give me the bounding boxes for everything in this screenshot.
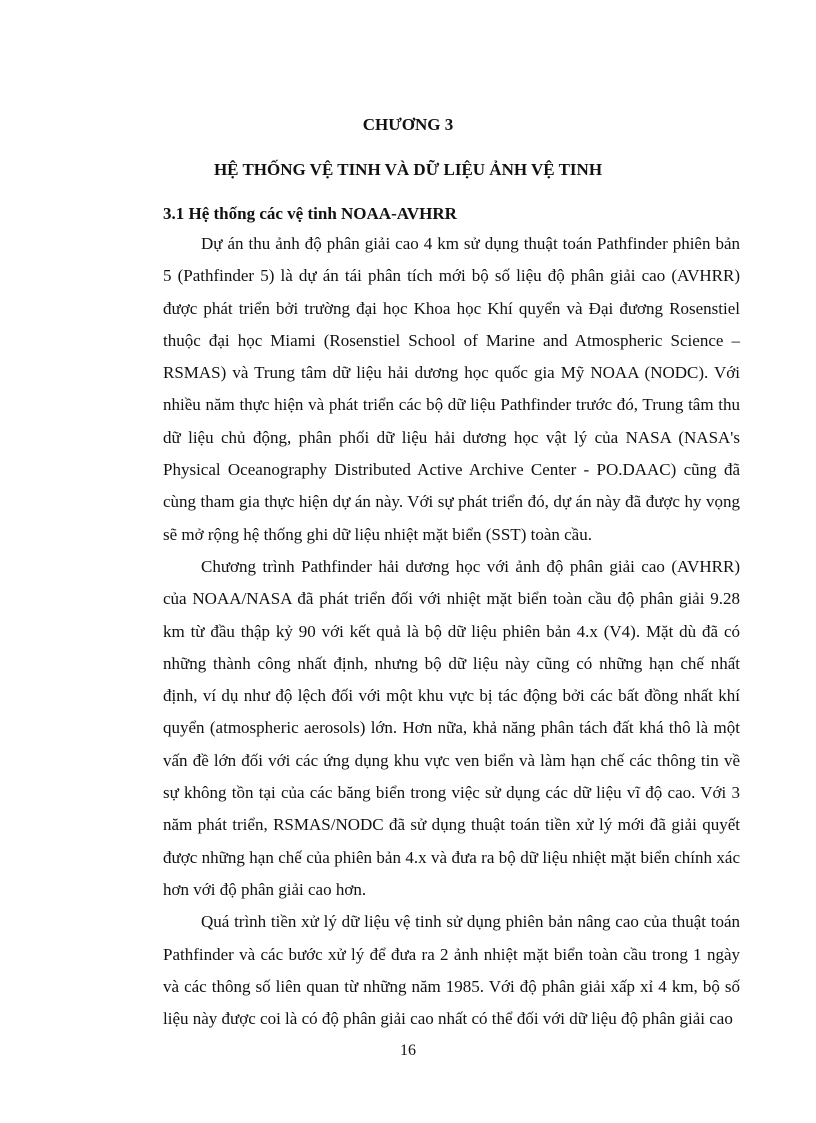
paragraph-3: Quá trình tiền xử lý dữ liệu vệ tinh sử dụng phiên bản nâng cao của thuật toán Pathfinder và các bước xử lý để đưa ra 2 ảnh nhiệt mặt biển toàn cầu trong 1 ngày và các thông số liên quan từ những năm 1985. Với độ phân giải xấp xỉ 4 km, bộ số liệu này được coi là có độ phân giải cao nhất có thể đối với dữ liệu độ phân giải cao bbox=[163, 912, 740, 1029]
body-text bbox=[163, 228, 740, 1035]
paragraph-1: Dự án thu ảnh độ phân giải cao 4 km sử dụng thuật toán Pathfinder phiên bản 5 (Pathfinder 5) là dự án tái phân tích mới bộ số liệu độ phân giải cao (AVHRR) được phát triển bởi trường đại học Khoa học Khí quyển và Đại đương Rosenstiel thuộc đại học Miami (Rosenstiel School of Marine and Atmospheric Science – RSMAS) và Trung tâm dữ liệu hải dương học quốc gia Mỹ NOAA (NODC). Với nhiều năm thực hiện và phát triển các bộ dữ liệu Pathfinder trước đó, Trung tâm thu dữ liệu chủ động, phân phối dữ liệu hải dương học vật lý của NASA (NASA's Physical Oceanography Distributed Active Archive Center - PO.DAAC) cũng đã cùng tham gia thực hiện dự án này. Với sự phát triển đó, dự án này đã được hy vọng sẽ mở rộng hệ thống ghi dữ liệu nhiệt mặt biển (SST) toàn cầu. bbox=[163, 234, 740, 544]
paragraph-2: Chương trình Pathfinder hải dương học với ảnh độ phân giải cao (AVHRR) của NOAA/NASA đã phát triển đối với nhiệt mặt biển toàn cầu độ phân giải 9.28 km từ đầu thập kỷ 90 với kết quả là bộ dữ liệu phiên bản 4.x (V4). Mặt dù đã có những thành công nhất định, nhưng bộ dữ liệu này cũng có những hạn chế nhất định, ví dụ như độ lệch đối với một khu vực bị tác động bởi các bất đồng nhất khí quyển (atmospheric aerosols) lớn. Hơn nữa, khả năng phân tách đất khá thô là một vấn đề lớn đối với các ứng dụng khu vực ven biển và làm hạn chế các thông tin về sự không tồn tại của các băng biển trong việc sử dụng các dữ liệu vĩ độ cao. Với 3 năm phát triển, RSMAS/NODC đã sử dụng thuật toán tiền xử lý mới đã giải quyết được những hạn chế của phiên bản 4.x và đưa ra bộ dữ liệu nhiệt mặt biển chính xác hơn với độ phân giải cao hơn. bbox=[163, 556, 740, 899]
page-number: 16 bbox=[400, 1042, 416, 1059]
section-heading: 3.1 Hệ thống các vệ tinh NOAA-AVHRR bbox=[163, 204, 457, 223]
chapter-label: CHƯƠNG 3 bbox=[362, 115, 454, 134]
chapter-title: HỆ THỐNG VỆ TINH VÀ DỮ LIỆU ẢNH VỆ TINH bbox=[213, 160, 603, 179]
